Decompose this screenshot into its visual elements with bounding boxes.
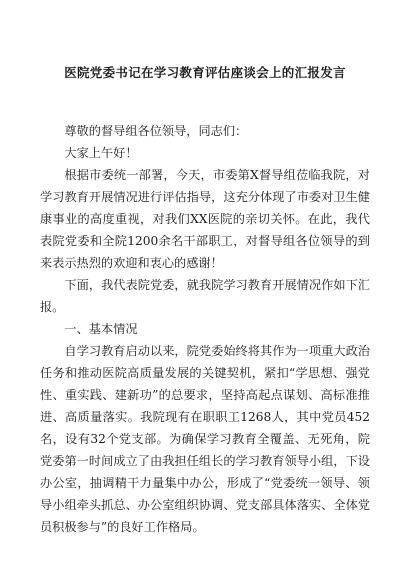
document-title: 医院党委书记在学习教育评估座谈会上的汇报发言 bbox=[64, 65, 346, 80]
paragraph-intro: 根据市委统一部署，今天，市委第Ⅹ督导组莅临我院，对学习教育开展情况进行评估指导，这充分体现了市委对卫生健康事业的高度重视，对我们XX医院的亲切关怀。在此，我代表院党委和全院1200余名干部职工，对督导组各位领导的到来表示热烈的欢迎和衷心的感谢！ bbox=[40, 167, 370, 270]
section-heading: 一、基本情况 bbox=[64, 321, 138, 336]
greeting: 大家上午好！ bbox=[64, 145, 138, 160]
paragraph-overview: 下面，我代表院党委，就我院学习教育开展情况作如下汇报。 bbox=[40, 277, 370, 314]
salutation: 尊敬的督导组各位领导，同志们： bbox=[64, 123, 248, 138]
paragraph-basic-situation: 自学习教育启动以来，院党委始终将其作为一项重大政治任务和推动医院高质量发展的关键契机，紧扣“学思想、强党性、重实践、建新功”的总要求，坚持高起点谋划、高标准推进、高质量落实。我院现有在职职工1268人，其中党员452名，设有32个党支部。为确保学习教育全覆盖、无死角，院党委第一时间成立了由我担任组长的学习教育领导小组，下设办公室，抽调精干力量集中办公，形成了“党委统一领导、领导小组牵头抓总、办公室组织协调、党支部具体落实、全体党员积极参与”的良好工作格局。 bbox=[40, 343, 370, 534]
